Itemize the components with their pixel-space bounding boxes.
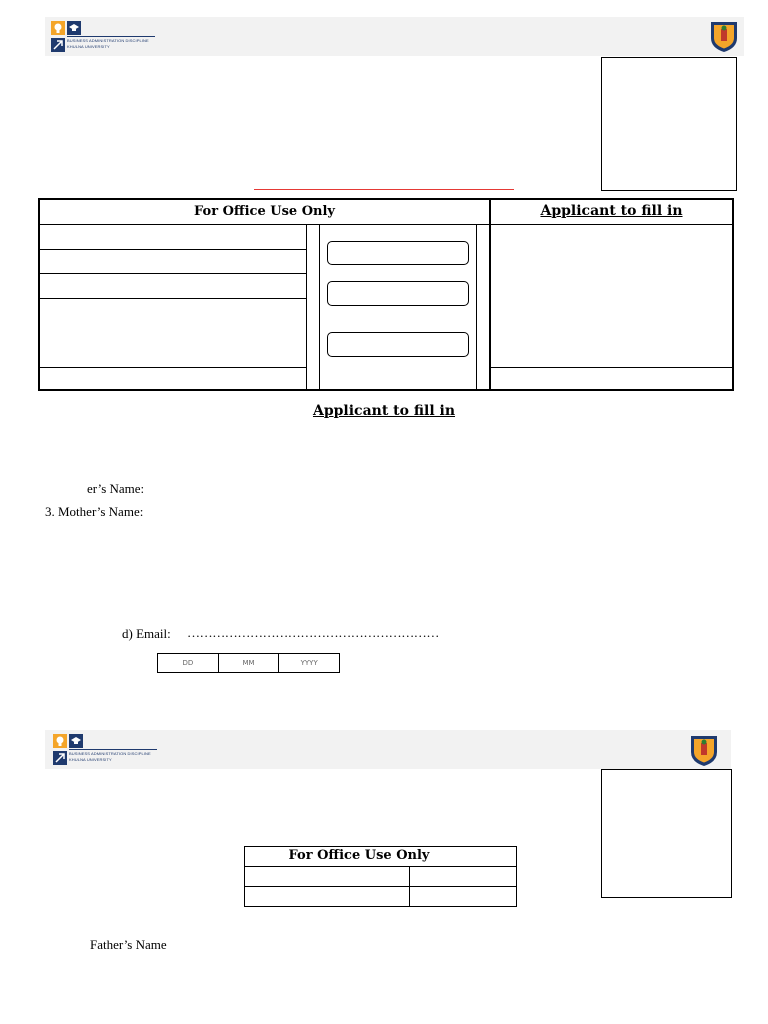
office-field-row-1[interactable] [40,225,306,249]
office-field-row-5[interactable] [40,368,306,389]
logo-text-discipline: BUSINESS ADMINISTRATION DISCIPLINE [69,751,151,756]
fathers-name-label: er’s Name: [87,481,145,496]
office-cell-1[interactable] [245,867,409,886]
date-day-cell[interactable]: DD [158,654,219,672]
arrow-icon [51,38,65,52]
header-banner [45,17,744,56]
office-use-heading: For Office Use Only [194,204,335,219]
applicant-table-heading: Applicant to fill in [540,203,683,219]
office-rounded-field-1[interactable] [327,241,469,265]
graduation-cap-icon [67,21,81,35]
email-label: d) Email: [122,626,171,641]
bulb-icon [53,734,67,748]
office-applicant-table [38,198,734,391]
applicant-table-bottom-row[interactable] [491,368,732,389]
office-field-row-2[interactable] [40,250,306,274]
header-banner-page2 [45,730,731,769]
fathers-name-label-page2: Father’s Name [90,937,167,952]
ba-discipline-logo-page2 [53,734,163,766]
office-cell-4[interactable] [410,887,516,906]
logo-text-discipline: BUSINESS ADMINISTRATION DISCIPLINE [67,38,149,43]
date-of-birth-field[interactable] [157,653,340,673]
applicant-table-area[interactable] [491,225,732,367]
office-use-table-page2 [244,846,517,907]
bulb-icon [51,21,65,35]
logo-text-university: KHULNA UNIVERSITY [67,44,110,49]
ba-discipline-logo [51,21,161,53]
office-cell-3[interactable] [245,887,409,906]
mothers-name-label: 3. Mother’s Name: [45,504,144,519]
office-use-heading-page2: For Office Use Only [288,848,430,863]
office-field-row-3[interactable] [40,274,306,298]
photo-box[interactable] [601,57,737,191]
red-title-underline [254,189,514,190]
date-year-cell[interactable]: YYYY [300,659,318,667]
arrow-icon [53,751,67,765]
office-field-row-4[interactable] [40,299,306,367]
office-cell-2[interactable] [410,867,516,886]
email-field[interactable]: …………………………………………………… [187,625,440,640]
graduation-cap-icon [69,734,83,748]
date-month-cell[interactable]: MM [219,654,280,672]
khulna-university-crest-icon [688,734,720,767]
khulna-university-crest-icon [708,20,740,53]
applicant-heading: Applicant to fill in [312,403,456,419]
office-rounded-field-2[interactable] [327,281,469,306]
photo-box-page2[interactable] [601,769,732,898]
office-rounded-field-3[interactable] [327,332,469,357]
logo-text-university: KHULNA UNIVERSITY [69,757,112,762]
